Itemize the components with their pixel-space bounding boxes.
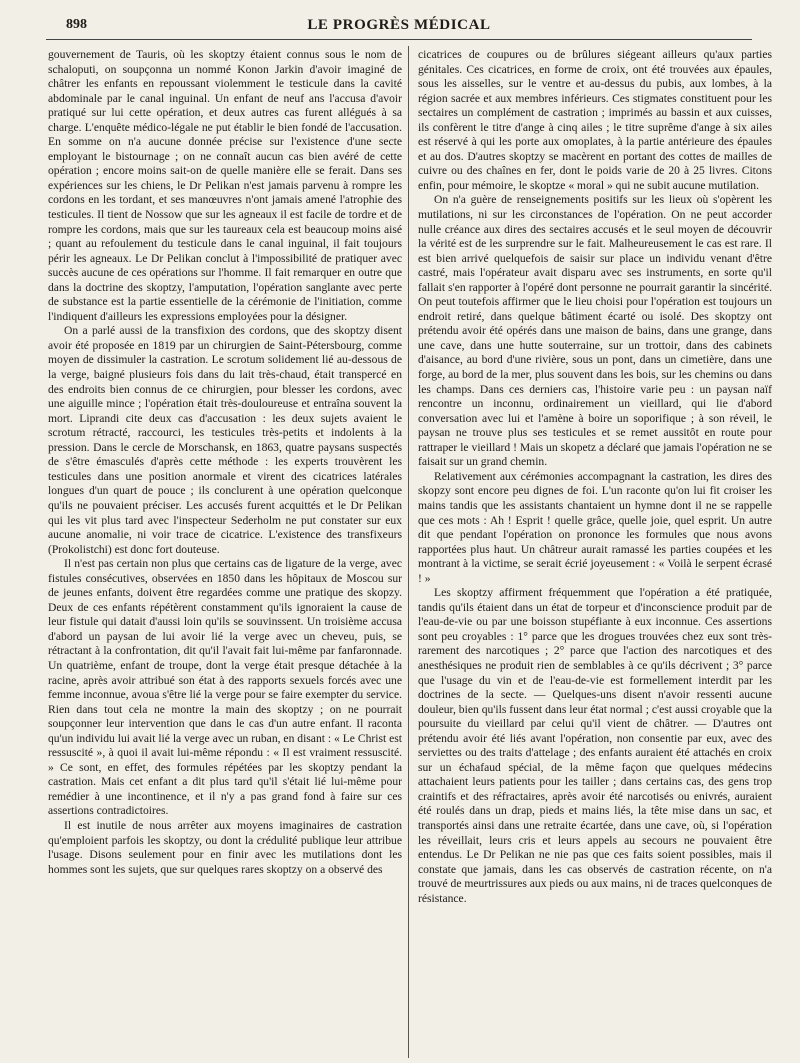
paragraph: cicatrices de coupures ou de brûlures siégeant ailleurs qu'aux parties génitales. Ces cicatrices, en forme de croix, ont été trouvées aux épaules, sous les aisselles, sur le ventre et au-dessus du pubis, aux lombes, à la région sacrée et aux membres inférieurs. Ces stigmates constituent pour les sectaires un complément de castration ; imprimés au bassin et aux cuisses, ils confèrent le titre d'ange à cinq ailes ; le titre suprême d'ange à six ailes est réservé à qui les porte aux omoplates, à la partie antérieure des épaules et au dos. D'autres skoptzy se macèrent en portant des cottes de mailles de cuivre ou des chaînes en fer, dont le poids varie de 20 à 25 livres. Citons enfin, pour mémoire, le skoptze « moral » qui ne subit aucune mutilation. (418, 48, 772, 192)
left-column (48, 48, 402, 1056)
paragraph: On n'a guère de renseignements positifs sur les lieux où s'opèrent les mutilations, ni sur les circonstances de l'opération. On ne peut accorder nulle créance aux dires des sectaires accusés et le seul moyen de découvrir la vérité est de les surprendre sur le fait. Malheureusement le cas est rare. Il est bien arrivé quelquefois de saisir sur place un individu venant d'être castré, mais l'opérateur avait disparu avec ses instruments, en sorte qu'il fallait s'en rapporter à l'opéré dont personne ne pourrait garantir la sincérité. On peut toutefois affirmer que le lieu choisi pour l'opération est toujours un endroit retiré, dans quelque bâtiment écarté ou isolé. Des skoptzy ont prétendu avoir été opérés dans une maison de bains, dans une grange, dans une cave, dans une hutte souterraine, sur un trottoir, dans des cabinets d'aisance, au bord d'une rivière, sous un pont, dans un cimetière, dans une forge, au bord de la mer, plus souvent dans les bois, sur les chemins ou dans les champs. Dans ces derniers cas, l'histoire varie peu : un paysan naïf rencontre un inconnu, ordinairement un vieillard, qui lie d'abord conversation avec lui et l'amène à boire un soporifique ; à son réveil, le paysan ne trouve plus ses testicules et se remet aussitôt en route pour rattraper le vieillard ! Mais un skopetz a déclaré que jamais l'opération ne se faisait sur un grand chemin. (418, 193, 772, 469)
paragraph: gouvernement de Tauris, où les skoptzy étaient connus sous le nom de schaloputi, on soupçonna un nommé Konon Jarkin d'avoir imaginé de châtrer les enfants en repoussant violemment le testicule dans la cavité abdominale par le canal inguinal. Un enfant de neuf ans l'accusa d'avoir pratiqué sur lui cette opération, et deux autres cas furent allégués à sa charge. L'enquête médico-légale ne put établir le bien fondé de l'accusation. En somme on n'a aucune donnée précise sur l'existence d'une secte employant le bistournage ; on ne connaît aucun cas bien avéré de cette opération ; encore moins sait-on de quelle manière elle se ferait. Dans ses expériences sur les chiens, le Dr Pelikan n'est jamais parvenu à rompre les cordons en les tordant, et ses manœuvres n'ont jamais amené l'atrophie des testicules. Il tient de Nossow que sur les agneaux il est facile de tordre et de rompre les cordons, mais que sur les taureaux cela est beaucoup moins aisé ; quant au refoulement du testicule dans le canal inguinal, il fait toujours périr les agneaux. Le Dr Pelikan conclut à l'impossibilité de pratiquer avec succès aucune de ces opérations sur l'homme. Il fait remarquer en outre que dans la doctrine des skoptzy, l'amputation, l'opération sanglante avec perte de substance est la partie essentielle de la cérémonie de l'initiation, comme l'indiquent d'ailleurs les expressions employées pour la désigner. (48, 48, 402, 323)
page-number: 898 (66, 17, 87, 32)
paragraph: Relativement aux cérémonies accompagnant la castration, les dires des skopzy sont encore peu dignes de foi. L'un raconte qu'on lui fit croiser les mains tandis que les assistants chantaient un hymne dont il ne se rappelle que ces mots : Ah ! Esprit ! quelle grâce, quelle joie, quel esprit. Un autre dit que pendant l'opération on prononce les formules que nous avons rapportées plus haut. Un châtreur aurait ramassé les parties coupées et les montrant à la victime, se serait écrié joyeusement : « Voilà le serpent écrasé ! » (418, 469, 772, 585)
paragraph: Les skoptzy affirment fréquemment que l'opération a été pratiquée, tandis qu'ils étaient dans un état de torpeur et d'inconscience produit par de l'eau-de-vie ou par une boisson stupéfiante à eux inconnue. Ces assertions sont peu croyables : 1° parce que les drogues trouvées chez eux sont très-rarement des narcotiques ; 2° parce que l'action des narcotiques et des anesthésiques ne produit rien de semblables à ce qu'ils décrivent ; 3° parce que l'usage du vin et de l'eau-de-vie est formellement interdit par les doctrines de la secte. — Quelques-uns disent n'avoir ressenti aucune douleur, bien qu'ils fussent dans leur état normal ; c'est aussi croyable que la poursuite du vieillard par celui qu'il vient de châtrer. — D'autres ont prétendu avoir été liés avant l'opération, non consentie par eux, avec des serviettes ou des traits d'attelage ; des enfants auraient été attachés en croix sur un échafaud spécial, de la même façon que quelques médecins attachaient leurs patients pour les tailler ; dans certains cas, des gens trop craintifs et des réfractaires, après avoir été narcotisés ou enivrés, auraient été roulés dans un drap, pieds et mains liés, la tête mise dans un sac, et transportés ainsi dans une retraite écartée, dans une cave, où, si l'opération les réveillait, leurs cris et leurs appels au secours ne pouvaient être entendus. Le Dr Pelikan ne nie pas que ces faits soient possibles, mais il constate que jamais, dans les cas observés de castration récente, on n'a trouvé de meurtrissures aux pieds ou aux mains, ni de traces quelconques de résistance. (418, 586, 772, 905)
running-header (46, 17, 752, 40)
column-rule (408, 46, 409, 1058)
journal-title: LE PROGRÈS MÉDICAL (307, 17, 491, 33)
paragraph: Il est inutile de nous arrêter aux moyens imaginaires de castration qu'emploient parfois les skoptzy, ou dont la crédulité publique leur attribue l'usage. Disons seulement pour en finir avec les mutilations dont les hommes sont les sujets, que sur quelques rares skoptzy on a observé des (48, 818, 402, 876)
right-column (418, 48, 772, 1056)
paragraph: On a parlé aussi de la transfixion des cordons, que des skoptzy disent avoir été proposée en 1819 par un chirurgien de Saint-Pétersbourg, comme moyen de dissimuler la castration. Le scrotum solidement lié au-dessous de la verge, baigné plusieurs fois dans du lait très-chaud, était transpercé en des endroits bien connus de ce chirurgien, pour blesser les cordons, avec une aiguille mince ; l'opération était très-douloureuse et entraîna souvent la mort. Liprandi cite deux cas d'accusation : les deux sujets avaient le scrotum rétracté, raccourci, les testicules très-petits et indolents à la pression. Dans le cercle de Morschansk, en 1863, quatre paysans suspectés de s'être émasculés d'après cette méthode : les experts trouvèrent les testicules dans une position anormale et virent des cicatrices latérales longues d'un quart de pouce ; ils conclurent à une opération quelconque qu'ils ne pouvaient préciser. Les accusés furent acquittés et le Dr Pelikan qui les vit plus tard avec l'inspecteur Sederholm ne put constater sur eux aucune anomalie, ni voir trace de cicatrice. L'existence des transfixeurs (Prokolistchi) est donc fort douteuse. (48, 324, 402, 556)
paragraph: Il n'est pas certain non plus que certains cas de ligature de la verge, avec fistules consécutives, observées en 1850 dans les hôpitaux de Moscou sur de jeunes enfants, doivent être regardées comme une pratique des skopzy. Deux de ces enfants répétèrent constamment qu'ils ignoraient la cause de leur fistule qui datait d'aussi loin qu'ils se souvinssent. Un troisième accusa d'abord un paysan de lui avoir lié la verge avec un cheveu, puis, se rétractant à la confrontation, dit qu'il l'avait fait lui-même par fanfaronnade. Un quatrième, enfant de troupe, dont la verge était presque détachée à la racine, après avoir attribué son état à des rapports sexuels forcés avec une femme inconnue, avoua s'être lié la verge pour se faire exempter du service. Rien dans tout cela ne montre la main des skoptzy ; on ne pourrait soupçonner leur intervention que dans le cas d'un autre enfant. Il raconta qu'un individu lui avait lié la verge avec un ruban, en disant : « Le Christ est ressuscité », à quoi il avait lui-même répondu : « Il est vraiment ressuscité. » Ce sont, en effet, des formules répétées par les skoptzy pendant la castration. Mais cet enfant a dit plus tard qu'il s'était lié lui-même pour remédier à une incontinence, et il n'y a pas grand fond à faire sur ces assertions contradictoires. (48, 557, 402, 818)
